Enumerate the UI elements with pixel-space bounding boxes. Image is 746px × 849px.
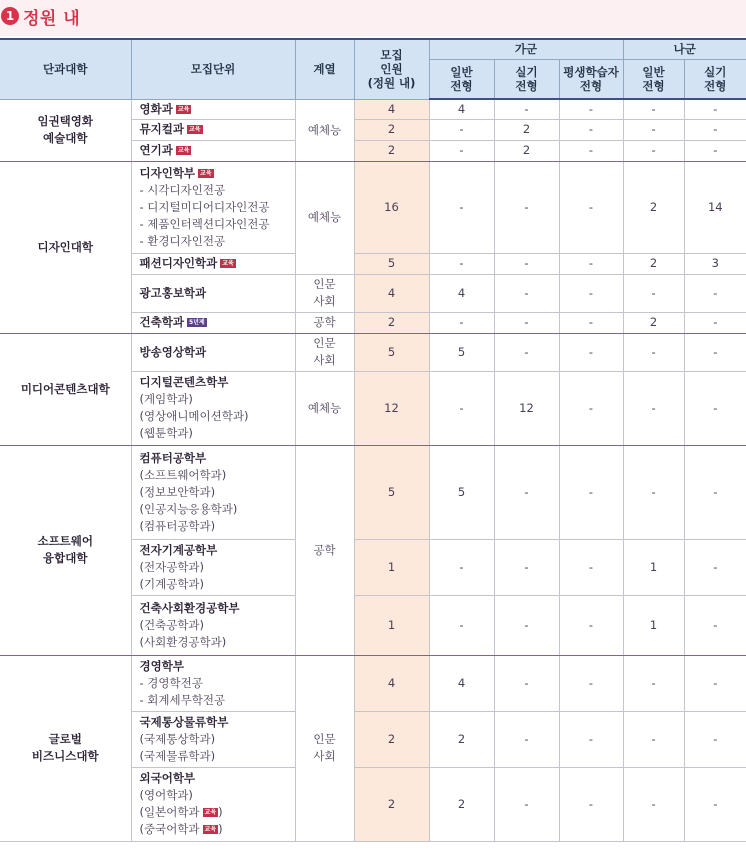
category-cell: 공학 — [295, 312, 354, 333]
value-cell: 1 — [623, 595, 684, 655]
sub-major: (국제물류학과) — [139, 748, 216, 763]
sub-major: (사회환경공학과) — [139, 634, 227, 649]
unit-cell: 건축사회환경공학부 (건축공학과) (사회환경공학과) — [131, 595, 295, 655]
value-cell: - — [559, 312, 623, 333]
unit-cell: 전자기계공학부 (전자공학과) (기계공학과) — [131, 539, 295, 595]
sub-major: (기계공학과) — [139, 576, 205, 591]
sub-major: (건축공학과) — [139, 617, 205, 632]
certified-tag: 교육 — [204, 826, 217, 833]
sub-major: - 환경디자인전공 — [139, 233, 226, 248]
sub-major: (소프트웨어학과) — [139, 467, 227, 482]
value-cell: 12 — [494, 371, 559, 445]
unit-cell: 뮤지컬과 교육 — [131, 119, 295, 140]
value-cell: 5 — [429, 445, 494, 539]
section-number-badge: 1 — [1, 7, 19, 25]
table-row — [0, 445, 746, 539]
certified-tag: 교육 — [188, 126, 201, 133]
sub-major: - 회계세무학전공 — [139, 692, 226, 707]
header-ga-general: 일반 전형 — [429, 59, 494, 99]
value-cell: - — [494, 161, 559, 253]
value-cell: - — [429, 595, 494, 655]
value-cell: - — [623, 655, 684, 711]
value-cell: - — [559, 253, 623, 274]
admission-quota-table — [0, 38, 746, 842]
value-cell: 2 — [494, 119, 559, 140]
quota-cell: 4 — [354, 274, 429, 312]
sub-major: (컴퓨터공학과) — [139, 518, 216, 533]
value-cell: - — [494, 445, 559, 539]
sub-major: (인공지능응용학과) — [139, 501, 238, 516]
college-arts: 임권택영화 예술대학 — [0, 99, 131, 161]
value-cell: 4 — [429, 99, 494, 119]
value-cell: - — [684, 119, 746, 140]
value-cell: - — [623, 445, 684, 539]
quota-cell: 12 — [354, 371, 429, 445]
five-year-tag: 5년제 — [188, 319, 205, 326]
value-cell: - — [494, 539, 559, 595]
value-cell: - — [429, 140, 494, 161]
value-cell: - — [429, 312, 494, 333]
college-global: 글로벌 비즈니스대학 — [0, 655, 131, 841]
value-cell: - — [559, 655, 623, 711]
sub-major: (웹툰학과) — [139, 426, 193, 440]
header-ga-lifelong: 평생학습자 전형 — [559, 59, 623, 99]
value-cell: 4 — [429, 274, 494, 312]
unit-cell: 디지털콘텐츠학부 (게임학과) (영상애니메이션학과) (웹툰학과) — [131, 371, 295, 445]
category-cell: 인문 사회 — [295, 655, 354, 841]
value-cell: - — [429, 371, 494, 445]
sub-major: (영상애니메이션학과) — [139, 409, 249, 423]
header-college: 단과대학 — [0, 39, 131, 99]
value-cell: 1 — [623, 539, 684, 595]
value-cell: - — [559, 99, 623, 119]
quota-cell: 2 — [354, 119, 429, 140]
table-row — [0, 99, 746, 119]
quota-cell: 1 — [354, 595, 429, 655]
value-cell: - — [494, 711, 559, 767]
value-cell: - — [494, 99, 559, 119]
sub-major: (게임학과) — [139, 392, 193, 406]
sub-major: - 디지털미디어디자인전공 — [139, 199, 270, 214]
header-quota: 모집 인원 (정원 내) — [354, 39, 429, 99]
section-title-bar — [0, 0, 746, 36]
table-row — [0, 655, 746, 711]
quota-cell: 2 — [354, 767, 429, 841]
certified-tag: 교육 — [222, 260, 234, 267]
value-cell: 2 — [623, 253, 684, 274]
value-cell: - — [623, 371, 684, 445]
certified-tag: 교육 — [200, 169, 212, 177]
quota-cell: 5 — [354, 445, 429, 539]
value-cell: - — [559, 161, 623, 253]
quota-cell: 4 — [354, 99, 429, 119]
value-cell: - — [494, 333, 559, 371]
unit-cell: 광고홍보학과 — [131, 274, 295, 312]
sub-major: (영어학과) — [139, 788, 193, 802]
value-cell: 2 — [429, 767, 494, 841]
unit-cell: 패션디자인학과 교육 — [131, 253, 295, 274]
college-design: 디자인대학 — [0, 161, 131, 333]
value-cell: - — [684, 711, 746, 767]
value-cell: - — [623, 711, 684, 767]
quota-cell: 2 — [354, 140, 429, 161]
certified-tag: 교육 — [177, 105, 190, 113]
unit-cell: 건축학과 5년제 — [131, 312, 295, 333]
value-cell: - — [494, 312, 559, 333]
category-cell: 예체능 — [295, 161, 354, 274]
value-cell: 2 — [494, 140, 559, 161]
value-cell: - — [684, 333, 746, 371]
value-cell: 2 — [623, 161, 684, 253]
quota-cell: 2 — [354, 312, 429, 333]
sub-major: - 시각디자인전공 — [139, 182, 226, 197]
header-ga-group: 가군 — [429, 39, 623, 59]
unit-cell: 컴퓨터공학부 (소프트웨어학과) (정보보안학과) (인공지능응용학과) (컴퓨터공학과) — [131, 445, 295, 539]
value-cell: - — [684, 655, 746, 711]
value-cell: - — [684, 274, 746, 312]
unit-cell: 방송영상학과 — [131, 333, 295, 371]
quota-cell: 5 — [354, 333, 429, 371]
unit-cell: 디자인학부 교육 - 시각디자인전공 - 디지털미디어디자인전공 - 제품인터렉션디자인전공 - 환경디자인전공 — [131, 161, 295, 253]
value-cell: - — [623, 274, 684, 312]
quota-cell: 16 — [354, 161, 429, 253]
value-cell: - — [684, 140, 746, 161]
certified-tag: 교육 — [177, 147, 190, 154]
value-cell: - — [684, 595, 746, 655]
college-media: 미디어콘텐츠대학 — [0, 333, 131, 445]
value-cell: 3 — [684, 253, 746, 274]
value-cell: - — [559, 274, 623, 312]
value-cell: - — [559, 119, 623, 140]
quota-cell: 2 — [354, 711, 429, 767]
value-cell: - — [684, 312, 746, 333]
value-cell: 4 — [429, 655, 494, 711]
value-cell: - — [684, 445, 746, 539]
value-cell: - — [559, 539, 623, 595]
value-cell: - — [684, 767, 746, 841]
value-cell: 5 — [429, 333, 494, 371]
sub-major: - 경영학전공 — [139, 675, 203, 690]
unit-cell: 영화과 교육 — [131, 99, 295, 119]
value-cell: - — [429, 161, 494, 253]
certified-tag: 교육 — [204, 809, 217, 816]
value-cell: - — [559, 711, 623, 767]
header-unit: 모집단위 — [131, 39, 295, 99]
quota-cell: 1 — [354, 539, 429, 595]
value-cell: - — [429, 253, 494, 274]
value-cell: - — [494, 274, 559, 312]
value-cell: - — [559, 767, 623, 841]
value-cell: - — [559, 371, 623, 445]
sub-major: - 제품인터렉션디자인전공 — [139, 216, 270, 231]
header-ga-practical: 실기 전형 — [494, 59, 559, 99]
value-cell: - — [684, 539, 746, 595]
header-na-general: 일반 전형 — [623, 59, 684, 99]
value-cell: - — [494, 767, 559, 841]
value-cell: 2 — [623, 312, 684, 333]
value-cell: - — [429, 539, 494, 595]
value-cell: - — [623, 140, 684, 161]
value-cell: - — [429, 119, 494, 140]
value-cell: - — [494, 253, 559, 274]
category-cell: 인문 사회 — [295, 333, 354, 371]
value-cell: - — [559, 595, 623, 655]
unit-cell: 국제통상물류학부 (국제통상학과) (국제물류학과) — [131, 711, 295, 767]
value-cell: 2 — [429, 711, 494, 767]
value-cell: - — [494, 595, 559, 655]
sub-major: (전자공학과) — [139, 559, 205, 574]
quota-cell: 5 — [354, 253, 429, 274]
section-title: 정원 내 — [23, 9, 81, 29]
header-category: 계열 — [295, 39, 354, 99]
unit-cell: 외국어학부 (영어학과) (일본어학과 교육 ) (중국어학과 교육 ) — [131, 767, 295, 841]
value-cell: - — [623, 119, 684, 140]
table-row — [0, 333, 746, 371]
value-cell: - — [684, 99, 746, 119]
value-cell: - — [559, 333, 623, 371]
value-cell: - — [494, 655, 559, 711]
unit-cell: 경영학부 - 경영학전공 - 회계세무학전공 — [131, 655, 295, 711]
sub-major: (정보보안학과) — [139, 484, 216, 499]
value-cell: - — [623, 333, 684, 371]
category-cell: 공학 — [295, 445, 354, 655]
value-cell: 14 — [684, 161, 746, 253]
value-cell: - — [623, 99, 684, 119]
sub-major: (국제통상학과) — [139, 731, 216, 746]
value-cell: - — [559, 445, 623, 539]
quota-cell: 4 — [354, 655, 429, 711]
header-na-group: 나군 — [623, 39, 746, 59]
value-cell: - — [623, 767, 684, 841]
college-software: 소프트웨어 융합대학 — [0, 445, 131, 655]
category-cell: 예체능 — [295, 99, 354, 161]
table-row — [0, 161, 746, 253]
category-cell: 인문 사회 — [295, 274, 354, 312]
value-cell: - — [559, 140, 623, 161]
category-cell: 예체능 — [295, 371, 354, 445]
sub-major: (중국어학과 교육 ) — [139, 822, 223, 836]
header-na-practical: 실기 전형 — [684, 59, 746, 99]
value-cell: - — [684, 371, 746, 445]
unit-cell: 연기과 교육 — [131, 140, 295, 161]
sub-major: (일본어학과 교육 ) — [139, 805, 223, 819]
